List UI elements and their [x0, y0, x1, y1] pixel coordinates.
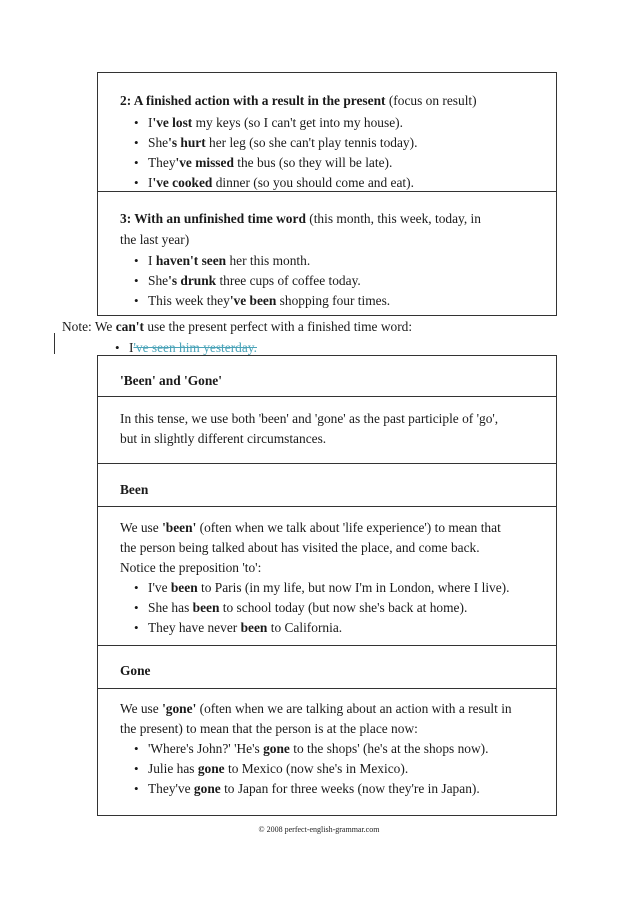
section-3-heading-line2: the last year) [120, 232, 190, 247]
intro-cell [98, 396, 556, 463]
section-3-heading: 3: With an unfinished time word (this month, this week, today, in [120, 211, 481, 226]
list-item: • She has been to school today (but now she's back at home). [148, 600, 467, 616]
list-item: • This week they've been shopping four times. [148, 293, 390, 309]
been-body-cell [98, 506, 556, 645]
gone-line-1: We use 'gone' (often when we are talking about an action with a result in [120, 701, 512, 716]
been-line-3: Notice the preposition 'to': [120, 560, 262, 575]
list-item: • They've gone to Japan for three weeks (now they're in Japan). [148, 781, 480, 797]
list-item: • 'Where's John?' 'He's gone to the shops' (he's at the shops now). [148, 741, 488, 757]
been-line-2: the person being talked about has visited the place, and come back. [120, 540, 480, 555]
list-item: • She's drunk three cups of coffee today. [148, 273, 361, 289]
list-item: • I've been to Paris (in my life, but now I'm in London, where I live). [148, 580, 510, 596]
struck-example: 've seen him yesterday. [133, 340, 257, 355]
gone-line-2: the present) to mean that the person is at the place now: [120, 721, 418, 736]
list-item: • I've lost my keys (so I can't get into my house). [148, 115, 403, 131]
section-2-cell [98, 73, 556, 191]
note-text: Note: We can't use the present perfect with a finished time word: [62, 319, 413, 334]
gone-title: Gone [120, 663, 151, 678]
intro-line-2: but in slightly different circumstances. [120, 431, 327, 446]
usage-table-top [97, 72, 557, 316]
note-example[interactable]: • I've seen him yesterday. [129, 340, 257, 356]
section-2-heading: 2: A finished action with a result in the present (focus on result) [120, 93, 477, 108]
been-line-1: We use 'been' (often when we talk about 'life experience') to mean that [120, 520, 501, 535]
list-item: • I haven't seen her this month. [148, 253, 310, 269]
been-title-cell [98, 463, 556, 506]
list-item: • She's hurt her leg (so she can't play tennis today). [148, 135, 417, 151]
list-item: • I've cooked dinner (so you should come and eat). [148, 175, 414, 191]
list-item: • They've missed the bus (so they will be late). [148, 155, 392, 171]
been-gone-title-cell [98, 356, 556, 396]
list-item: • They have never been to California. [148, 620, 342, 636]
text-cursor [54, 333, 55, 354]
intro-line-1: In this tense, we use both 'been' and 'gone' as the past participle of 'go', [120, 411, 499, 426]
gone-body-cell [98, 688, 556, 813]
been-title: Been [120, 482, 149, 497]
list-item: • Julie has gone to Mexico (now she's in Mexico). [148, 761, 408, 777]
copyright-footer: © 2008 perfect-english-grammar.com [258, 825, 380, 834]
been-gone-table [97, 355, 557, 816]
section-3-cell [98, 191, 556, 315]
been-gone-title: 'Been' and 'Gone' [120, 373, 222, 388]
gone-title-cell [98, 645, 556, 688]
